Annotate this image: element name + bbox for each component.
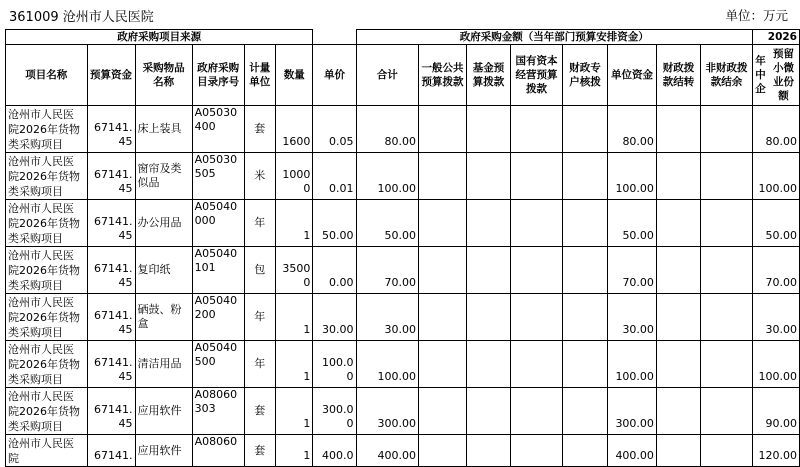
cell-quantity: 1 xyxy=(276,200,313,247)
col-nonfiscal-balance: 非财政拨款结余 xyxy=(701,45,753,106)
cell-unit-fund: 100.00 xyxy=(608,341,657,388)
col-group-amount: 政府采购金额（当年部门预算安排资金） xyxy=(356,30,752,45)
cell-fund-budget xyxy=(466,341,510,388)
cell-fiscal-carryover xyxy=(656,247,700,294)
cell-nonfiscal-balance xyxy=(701,388,753,435)
cell-sme-amount: 100.00 xyxy=(752,341,799,388)
cell-budget-fund: 67141.45 xyxy=(87,294,135,341)
header-row-1 xyxy=(6,30,800,45)
cell-unit: 年 xyxy=(244,200,276,247)
cell-unit-fund: 80.00 xyxy=(608,106,657,153)
cell-fiscal-carryover xyxy=(656,341,700,388)
cell-price: 100.00 xyxy=(313,341,356,388)
cell-quantity: 1 xyxy=(276,388,313,435)
cell-unit-fund: 30.00 xyxy=(608,294,657,341)
col-sme xyxy=(752,45,799,106)
cell-fiscal-account xyxy=(563,388,608,435)
cell-fiscal-account xyxy=(563,247,608,294)
cell-unit-fund: 400.00 xyxy=(608,435,657,467)
table-row xyxy=(6,388,800,435)
cell-general-public xyxy=(418,106,466,153)
cell-general-public xyxy=(418,341,466,388)
cell-total: 400.00 xyxy=(356,435,418,467)
cell-fiscal-account xyxy=(563,153,608,200)
cell-unit: 包 xyxy=(244,247,276,294)
cell-fiscal-carryover xyxy=(656,388,700,435)
cell-price: 0.00 xyxy=(313,247,356,294)
cell-general-public xyxy=(418,200,466,247)
cell-general-public xyxy=(418,294,466,341)
cell-catalog-no: A08060 xyxy=(192,435,244,467)
col-total: 合计 xyxy=(356,45,418,106)
cell-total: 100.00 xyxy=(356,153,418,200)
table-row xyxy=(6,200,800,247)
cell-quantity: 10000 xyxy=(276,153,313,200)
cell-catalog-no: A05040000 xyxy=(192,200,244,247)
col-item-name: 采购物品名称 xyxy=(135,45,192,106)
cell-budget-fund: 67141.45 xyxy=(87,106,135,153)
cell-state-capital xyxy=(511,106,563,153)
table-row xyxy=(6,247,800,294)
cell-price: 50.00 xyxy=(313,200,356,247)
cell-catalog-no: A05040101 xyxy=(192,247,244,294)
cell-state-capital xyxy=(511,294,563,341)
cell-nonfiscal-balance xyxy=(701,247,753,294)
cell-catalog-no: A05040500 xyxy=(192,341,244,388)
col-project-name: 项目名称 xyxy=(6,45,88,106)
col-general-public: 一般公共预算拨款 xyxy=(418,45,466,106)
col-unit: 计量单位 xyxy=(244,45,276,106)
table-row xyxy=(6,153,800,200)
col-catalog-no: 政府采购目录序号 xyxy=(192,45,244,106)
cell-nonfiscal-balance xyxy=(701,435,753,467)
cell-item-name: 硒鼓、粉盒 xyxy=(135,294,192,341)
col-sme-year: 年中企 xyxy=(755,55,766,95)
cell-fiscal-carryover xyxy=(656,200,700,247)
cell-state-capital xyxy=(511,435,563,467)
cell-state-capital xyxy=(511,153,563,200)
cell-project-name: 沧州市人民医院2026年货物类采购项目 xyxy=(6,341,88,388)
cell-fiscal-account xyxy=(563,435,608,467)
table-row xyxy=(6,435,800,467)
header-row-2 xyxy=(6,45,800,106)
cell-general-public xyxy=(418,435,466,467)
cell-item-name: 复印纸 xyxy=(135,247,192,294)
cell-catalog-no: A08060303 xyxy=(192,388,244,435)
col-fund-budget: 基金预算拨款 xyxy=(466,45,510,106)
cell-item-name: 应用软件 xyxy=(135,435,192,467)
cell-quantity: 1600 xyxy=(276,106,313,153)
cell-price: 0.01 xyxy=(313,153,356,200)
col-fiscal-carryover: 财政拨款结转 xyxy=(656,45,700,106)
cell-fund-budget xyxy=(466,153,510,200)
cell-budget-fund: 67141.45 xyxy=(87,388,135,435)
cell-unit: 套 xyxy=(244,435,276,467)
table-row xyxy=(6,294,800,341)
cell-fiscal-carryover xyxy=(656,294,700,341)
cell-sme-amount: 30.00 xyxy=(752,294,799,341)
cell-total: 100.00 xyxy=(356,341,418,388)
cell-price: 300.00 xyxy=(313,388,356,435)
cell-item-name: 应用软件 xyxy=(135,388,192,435)
cell-budget-fund: 67141. xyxy=(87,435,135,467)
cell-fund-budget xyxy=(466,435,510,467)
cell-unit: 年 xyxy=(244,341,276,388)
cell-fund-budget xyxy=(466,106,510,153)
cell-state-capital xyxy=(511,200,563,247)
cell-total: 300.00 xyxy=(356,388,418,435)
cell-quantity: 35000 xyxy=(276,247,313,294)
cell-nonfiscal-balance xyxy=(701,341,753,388)
col-price: 单价 xyxy=(313,45,356,106)
cell-unit-fund: 300.00 xyxy=(608,388,657,435)
cell-budget-fund: 67141.45 xyxy=(87,153,135,200)
cell-total: 50.00 xyxy=(356,200,418,247)
cell-fund-budget xyxy=(466,200,510,247)
cell-unit-fund: 70.00 xyxy=(608,247,657,294)
cell-unit: 米 xyxy=(244,153,276,200)
cell-general-public xyxy=(418,388,466,435)
cell-project-name: 沧州市人民医院2026年货物类采购项目 xyxy=(6,388,88,435)
cell-catalog-no: A05030400 xyxy=(192,106,244,153)
cell-fund-budget xyxy=(466,388,510,435)
cell-budget-fund: 67141.45 xyxy=(87,200,135,247)
unit-label: 单位：万元 xyxy=(725,8,788,23)
table-row xyxy=(6,341,800,388)
cell-quantity: 1 xyxy=(276,294,313,341)
procurement-table xyxy=(5,29,800,467)
cell-fiscal-account xyxy=(563,341,608,388)
cell-quantity: 1 xyxy=(276,341,313,388)
cell-project-name: 沧州市人民医院2026年货物类采购项目 xyxy=(6,106,88,153)
col-unit-fund: 单位资金 xyxy=(608,45,657,106)
col-state-capital: 国有资本经营预算拨款 xyxy=(511,45,563,106)
cell-sme-amount: 100.00 xyxy=(752,153,799,200)
cell-unit-fund: 50.00 xyxy=(608,200,657,247)
cell-fund-budget xyxy=(466,247,510,294)
col-group-year: 2026 xyxy=(752,30,799,45)
cell-sme-amount: 80.00 xyxy=(752,106,799,153)
cell-project-name: 沧州市人民医院2026年货物类采购项目 xyxy=(6,153,88,200)
cell-catalog-no: A05030505 xyxy=(192,153,244,200)
cell-fiscal-account xyxy=(563,106,608,153)
cell-unit: 套 xyxy=(244,106,276,153)
unit-code-name: 361009 沧州市人民医院 xyxy=(9,10,154,25)
cell-project-name: 沧州市人民医院2026年货物类采购项目 xyxy=(6,294,88,341)
col-group-source: 政府采购项目来源 xyxy=(6,30,313,45)
cell-catalog-no: A05040200 xyxy=(192,294,244,341)
cell-item-name: 办公用品 xyxy=(135,200,192,247)
cell-fiscal-carryover xyxy=(656,106,700,153)
cell-item-name: 床上装具 xyxy=(135,106,192,153)
cell-quantity: 1 xyxy=(276,435,313,467)
cell-price: 30.00 xyxy=(313,294,356,341)
report-header xyxy=(0,0,800,30)
cell-fiscal-account xyxy=(563,294,608,341)
cell-nonfiscal-balance xyxy=(701,294,753,341)
cell-nonfiscal-balance xyxy=(701,200,753,247)
cell-state-capital xyxy=(511,341,563,388)
cell-total: 30.00 xyxy=(356,294,418,341)
cell-total: 80.00 xyxy=(356,106,418,153)
cell-fund-budget xyxy=(466,294,510,341)
cell-nonfiscal-balance xyxy=(701,106,753,153)
cell-sme-amount: 120.00 xyxy=(752,435,799,467)
cell-state-capital xyxy=(511,388,563,435)
cell-sme-amount: 50.00 xyxy=(752,200,799,247)
cell-unit: 套 xyxy=(244,388,276,435)
cell-general-public xyxy=(418,153,466,200)
cell-item-name: 窗帘及类似品 xyxy=(135,153,192,200)
cell-unit: 年 xyxy=(244,294,276,341)
cell-nonfiscal-balance xyxy=(701,153,753,200)
col-fiscal-account: 财政专户核拨 xyxy=(563,45,608,106)
cell-sme-amount: 70.00 xyxy=(752,247,799,294)
cell-project-name: 沧州市人民医院2026年货物类采购项目 xyxy=(6,247,88,294)
cell-price: 400.0 xyxy=(313,435,356,467)
cell-project-name: 沧州市人民医院2026年货物类采购项目 xyxy=(6,200,88,247)
cell-price: 0.05 xyxy=(313,106,356,153)
cell-item-name: 清洁用品 xyxy=(135,341,192,388)
cell-project-name: 沧州市人民医院 xyxy=(6,435,88,467)
cell-sme-amount: 90.00 xyxy=(752,388,799,435)
cell-unit-fund: 100.00 xyxy=(608,153,657,200)
cell-fiscal-carryover xyxy=(656,153,700,200)
cell-fiscal-account xyxy=(563,200,608,247)
cell-fiscal-carryover xyxy=(656,435,700,467)
cell-budget-fund: 67141.45 xyxy=(87,341,135,388)
cell-state-capital xyxy=(511,247,563,294)
col-quantity: 数量 xyxy=(276,45,313,106)
cell-general-public xyxy=(418,247,466,294)
table-row xyxy=(6,106,800,153)
cell-budget-fund: 67141.45 xyxy=(87,247,135,294)
col-sme-reserve: 预留小微业份额 xyxy=(772,48,794,102)
col-budget-fund: 预算资金 xyxy=(87,45,135,106)
cell-total: 70.00 xyxy=(356,247,418,294)
